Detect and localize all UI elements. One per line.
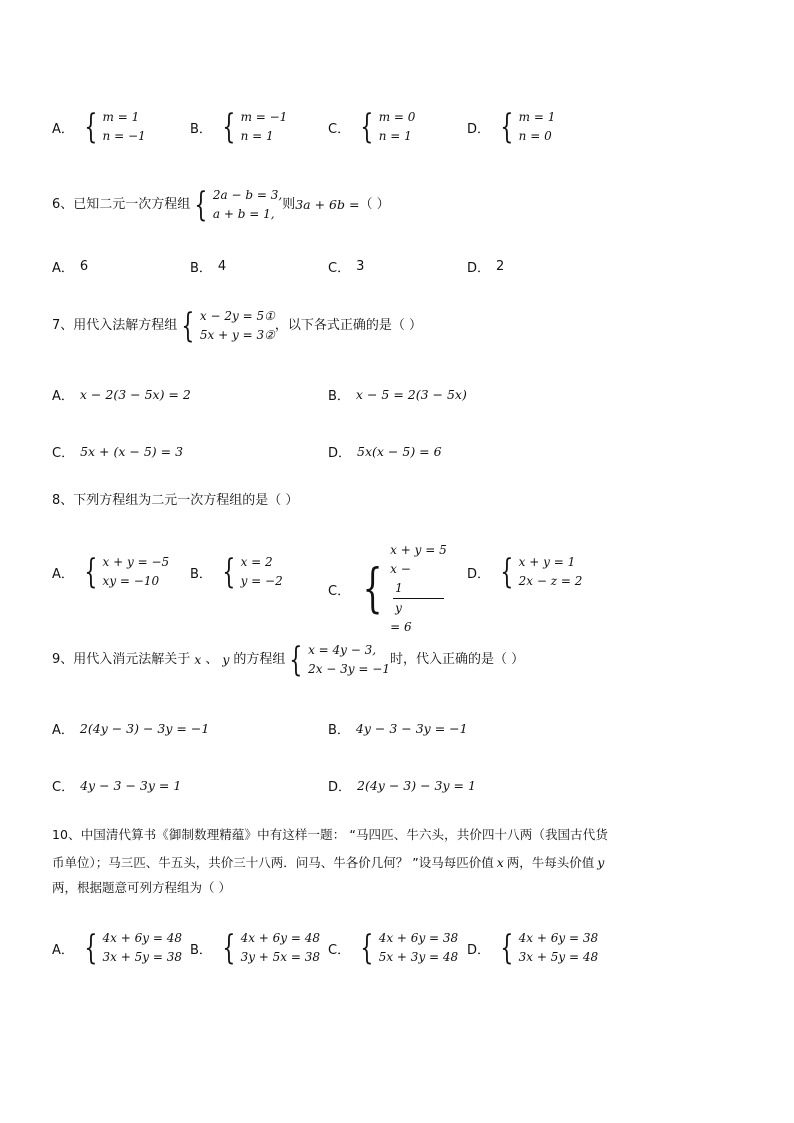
brace-icon: { xyxy=(360,928,374,968)
option-label: D． xyxy=(467,942,491,958)
q8-option-c[interactable] xyxy=(328,541,447,637)
option-label: B． xyxy=(190,566,212,582)
q9-var-x: x xyxy=(194,652,202,667)
q6-middle: 则 xyxy=(282,197,296,212)
option-value: 2 xyxy=(496,259,505,274)
option-label: D． xyxy=(467,566,491,582)
equation-system: { 2a − b = 3, a + b = 1, xyxy=(194,185,283,225)
equation-system: { x = 2 y = −2 xyxy=(222,552,283,592)
brace-icon: { xyxy=(289,640,303,680)
question-10-line2: 币单位）；马三匹、牛五头，共价三十八两．问马、牛各价几何？ ”设马每匹价值 x 两，牛每头价值 y xyxy=(52,855,605,870)
q8-option-b[interactable] xyxy=(190,553,283,591)
q10-var-x: x xyxy=(496,855,504,870)
q5-option-c[interactable] xyxy=(328,108,415,146)
option-label: B． xyxy=(328,723,350,738)
option-label: A． xyxy=(52,566,74,582)
equation-system: { x = 4y − 3, 2x − 3y = −1 xyxy=(289,640,390,680)
option-expression: 2(4y − 3) − 3y = −1 xyxy=(79,721,210,736)
equation-system: { 4x + 6y = 38 3x + 5y = 48 xyxy=(500,928,599,968)
option-label: B． xyxy=(190,261,212,276)
q9-option-a[interactable] xyxy=(52,719,209,738)
q7-option-b[interactable] xyxy=(328,385,467,404)
q6-prefix: 6、已知二元一次方程组 xyxy=(52,197,191,212)
question-6 xyxy=(52,186,390,224)
option-label: B． xyxy=(190,121,212,137)
q10-option-a[interactable] xyxy=(52,929,182,967)
fraction: 1 y xyxy=(393,579,444,618)
option-label: A． xyxy=(52,389,74,404)
option-expression: 4y − 3 − 3y = −1 xyxy=(355,721,468,736)
q6-option-d[interactable] xyxy=(467,257,504,276)
option-expression: 2(4y − 3) − 3y = 1 xyxy=(357,778,476,793)
q9-option-d[interactable] xyxy=(328,776,476,795)
q6-option-b[interactable] xyxy=(190,257,226,276)
option-value: 6 xyxy=(79,259,89,274)
question-7 xyxy=(52,307,422,345)
brace-icon: { xyxy=(84,928,98,968)
brace-icon: { xyxy=(222,107,236,147)
equation-system: { 4x + 6y = 48 3x + 5y = 38 xyxy=(84,928,182,968)
option-label: B． xyxy=(190,942,212,958)
q9-sep: 、 xyxy=(205,652,219,667)
q6-expression: 3a + 6b = xyxy=(295,197,360,212)
option-label: C． xyxy=(328,583,351,599)
q9-mid: 的方程组 xyxy=(233,652,286,667)
equation-system: { x − 2y = 5① 5x + y = 3② xyxy=(181,306,275,346)
equation-system: { 4x + 6y = 48 3y + 5x = 38 xyxy=(222,928,321,968)
q10-option-c[interactable] xyxy=(328,929,458,967)
equation-system: { m = 1 n = −1 xyxy=(84,107,146,147)
equation-system: { x + y = −5 xy = −10 xyxy=(84,552,170,592)
option-label: D． xyxy=(328,446,352,461)
option-label: A． xyxy=(52,942,74,958)
option-value: 3 xyxy=(356,259,365,274)
q8-option-a[interactable] xyxy=(52,553,169,591)
q7-option-d[interactable] xyxy=(328,442,442,461)
q9-option-b[interactable] xyxy=(328,719,468,738)
q5-option-b[interactable] xyxy=(190,108,287,146)
option-label: B． xyxy=(328,389,350,404)
option-label: D． xyxy=(467,121,491,137)
option-label: A． xyxy=(52,261,74,276)
equation-system: { m = 1 n = 0 xyxy=(500,107,556,147)
q7-suffix: ，以下各式正确的是（ ） xyxy=(274,318,423,333)
brace-icon: { xyxy=(500,928,514,968)
brace-icon: { xyxy=(181,306,195,346)
equation-system: { m = −1 n = 1 xyxy=(222,107,288,147)
option-label: C． xyxy=(328,261,351,276)
brace-icon: { xyxy=(222,552,236,592)
option-label: C． xyxy=(52,780,75,795)
option-label: C． xyxy=(52,446,75,461)
equation-system: { m = 0 n = 1 xyxy=(360,107,416,147)
option-expression: 5x(x − 5) = 6 xyxy=(357,444,442,459)
brace-icon: { xyxy=(360,107,374,147)
q7-option-a[interactable] xyxy=(52,385,191,404)
option-label: D． xyxy=(467,261,491,276)
brace-icon: { xyxy=(500,552,514,592)
equation-system: { 4x + 6y = 38 5x + 3y = 48 xyxy=(360,928,459,968)
option-expression: x − 5 = 2(3 − 5x) xyxy=(355,387,467,402)
equation-system: { x + y = 5 x − 1 y = 6 xyxy=(362,543,447,634)
q7-option-c[interactable] xyxy=(52,442,183,461)
q9-option-c[interactable] xyxy=(52,776,181,795)
q5-option-d[interactable] xyxy=(467,108,555,146)
question-8: 8、下列方程组为二元一次方程组的是（ ） xyxy=(52,493,299,508)
q9-prefix: 9、用代入消元法解关于 xyxy=(52,652,191,667)
brace-icon: { xyxy=(84,107,98,147)
q9-suffix: 时，代入正确的是（ ） xyxy=(389,652,525,667)
q10-option-d[interactable] xyxy=(467,929,598,967)
question-9 xyxy=(52,641,524,679)
option-label: D． xyxy=(328,780,352,795)
option-expression: x − 2(3 − 5x) = 2 xyxy=(79,387,191,402)
brace-icon: { xyxy=(500,107,514,147)
option-expression: 4y − 3 − 3y = 1 xyxy=(80,778,182,793)
brace-icon: { xyxy=(222,928,236,968)
q9-var-y: y xyxy=(222,652,230,667)
option-value: 4 xyxy=(217,259,227,274)
q6-blank: （ ） xyxy=(359,197,390,212)
option-expression: 5x + (x − 5) = 3 xyxy=(80,444,184,459)
q8-option-d[interactable] xyxy=(467,553,582,591)
q6-option-a[interactable] xyxy=(52,257,88,276)
option-label: A． xyxy=(52,723,74,738)
option-label: C． xyxy=(328,942,351,958)
brace-icon: { xyxy=(84,552,98,592)
question-10-line3: 两，根据题意可列方程组为（ ） xyxy=(52,880,231,895)
question-10-line1: 10、中国清代算书《御制数理精蕴》中有这样一题： “马四匹、牛六头，共价四十八两（我国古代货 xyxy=(52,827,608,842)
option-label: A． xyxy=(52,121,74,137)
brace-icon: { xyxy=(194,185,208,225)
brace-icon: { xyxy=(362,559,383,619)
q6-option-c[interactable] xyxy=(328,257,364,276)
equation-system: { x + y = 1 2x − z = 2 xyxy=(500,552,583,592)
q7-prefix: 7、用代入法解方程组 xyxy=(52,318,178,333)
q10-option-b[interactable] xyxy=(190,929,320,967)
q5-option-a[interactable] xyxy=(52,108,146,146)
q10-var-y: y xyxy=(597,855,605,870)
option-label: C． xyxy=(328,121,351,137)
